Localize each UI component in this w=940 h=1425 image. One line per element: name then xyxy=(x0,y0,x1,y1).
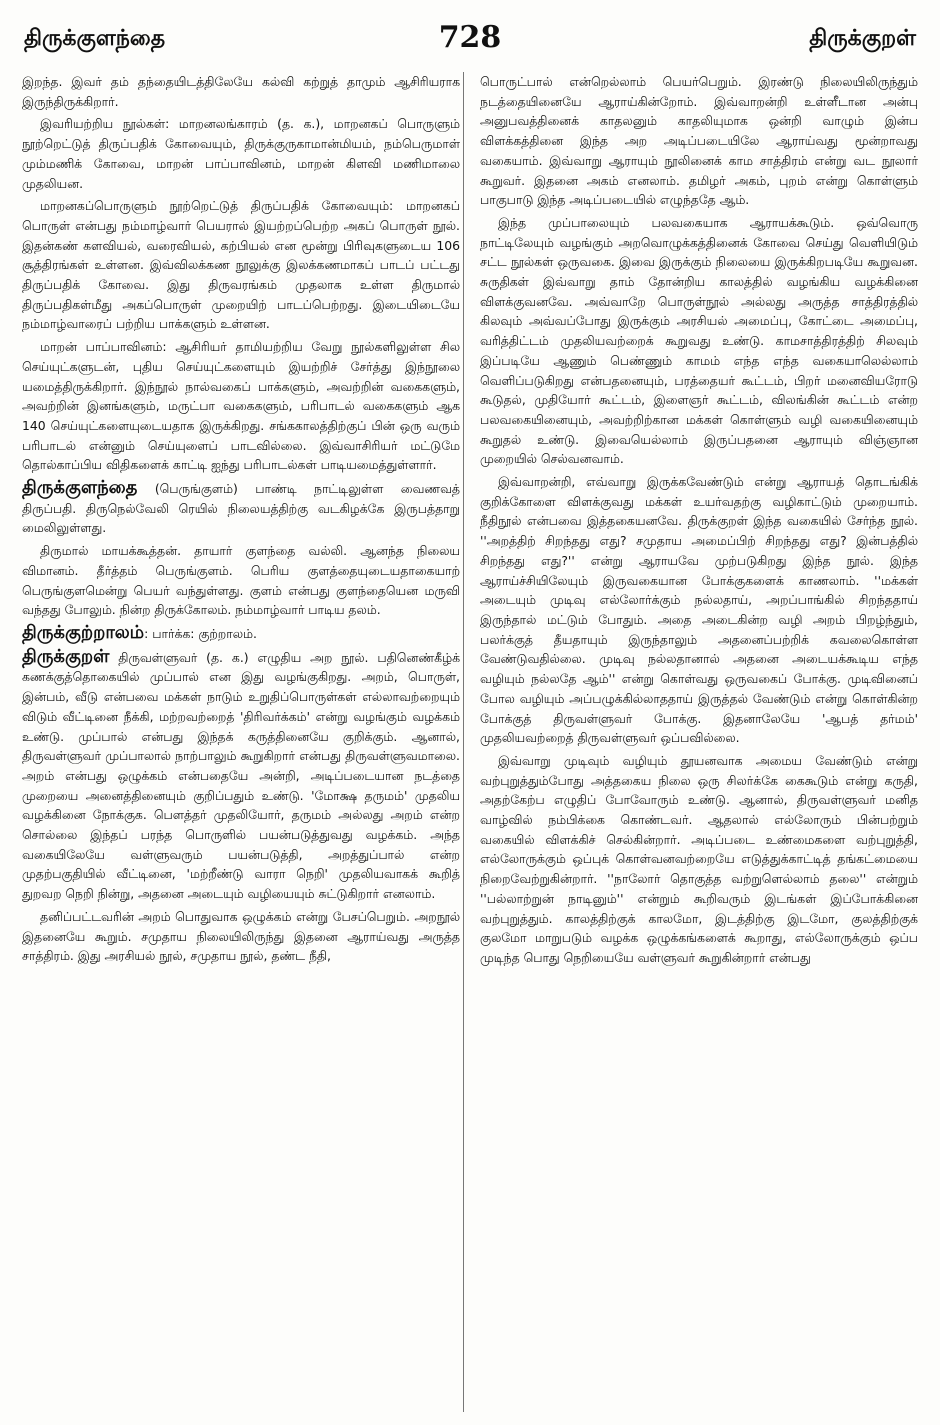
paragraph: பொருட்பால் என்றெல்லாம் பெயர்பெறும். இரண்டு நிலையிலிருந்தும் நடத்தையினையே ஆராய்கின்றோம். இவ்வாறன்றி உள்ளீடான அன்பு அனுபவத்தினைக் காதலனும் காதலியுமாக ஒன்றி வாழும் இன்ப விளக்கத்தினை இந்த அற அடிப்படையிலே ஆராய்வது மூன்றாவது வகையாம். இவ்வாறு ஆராயும் நூலினைக் காம சாத்திரம் என்று வட நூலார் கூறுவர். இதனை அகம் எனலாம். தமிழர் அகம், புறம் என்று கொள்ளும் பாகுபாடு இந்த அடிப்படையில் எழுந்ததே ஆம். xyxy=(480,74,918,208)
page-number: 728 xyxy=(438,20,502,55)
entry-text: : பார்க்க: குற்றாலம். xyxy=(144,625,257,641)
paragraph: தனிப்பட்டவரின் அறம் பொதுவாக ஒழுக்கம் என்று பேசப்பெறும். அறநூல் இதனையே கூறும். சமுதாய நிலையிலிருந்து இதனை ஆராய்வது அருத்த சாத்திரம். இது அரசியல் நூல், சமுதாய நூல், தண்ட நீதி, xyxy=(22,908,460,964)
right-column xyxy=(480,72,918,1412)
paragraph: இவ்வாறன்றி, எவ்வாறு இருக்கவேண்டும் என்று ஆராயத் தொடங்கிக் குறிக்கோளை விளக்குவது மக்கள் உயர்வதற்கு வழிகாட்டும் முறையாம். நீதிநூல் என்பவை இத்தகையனவே. திருக்குறள் இந்த வகையில் சேர்ந்த நூல். ''அறத்திற் சிறந்தது எது? சமுதாய அமைப்பிற் சிறந்தது எது? இன்பத்தில் சிறந்தது எது?'' என்று ஆராயவே முற்படுகிறது இந்த நூல். இந்த ஆராய்ச்சியிலேயும் இருவகையான போக்குகளைக் காணலாம். ''மக்கள் அடையும் முடிவு எல்லோர்க்கும் நல்லதாய், அறப்பாங்கில் சிறந்ததாய் இருந்தால் மட்டும் போதும். அதை அடைகின்ற வழி அறம் பிறழ்ந்தும், பலர்க்குத் தீயதாயும் இருந்தாலும் அதனைப்பற்றிக் கவலைகொள்ள வேண்டுவதில்லை. முடிவு நல்லதானால் அதனை அடையக்கூடிய எந்த வழியும் நல்லதே ஆம்'' என்று கொள்வது ஒருவகைப் போக்கு. முடிவினைப் போல வழியும் அப்பழுக்கில்லாததாய் இருத்தல் வேண்டும் என்று கொள்கின்ற போக்குத் திருவள்ளுவர் போக்கு. இதனாலேயே 'ஆபத் தர்மம்' முதலியவற்றைத் திருவள்ளுவர் ஒப்பவில்லை. xyxy=(480,474,918,746)
column-divider xyxy=(463,72,464,1412)
entry-text: திருவள்ளுவர் (த. க.) எழுதிய அற நூல். பதினெண்கீழ்க் கணக்குத்தொகையில் முப்பால் என இது வழங்குகிறது. அறம், பொருள், இன்பம், வீடு என்பவை மக்கள் நாடும் உறுதிப்பொருள்கள் எல்லாவற்றையும் விடும் வீட்டினை நீக்கி, மற்றவற்றைத் 'திரிவர்க்கம்' என்று வழங்கும் வழக்கம் உண்டு. முப்பால் என்பது இந்தக் கருத்தினையே குறிக்கும். ஆனால், திருவள்ளுவர் முப்பாலால் நாற்பாலும் கூறுகிறார் என்பது திருவள்ளுவமாலை. அறம் என்பது ஒழுக்கம் என்பதையே அன்றி, அடிப்படையான நடத்தை முறையை அனைத்தினையும் குறிப்பதும் உண்டு. 'மோக்ஷ தருமம்' முதலிய வழக்கினை நோக்குக. பௌத்தர் முதலியோர், தருமம் அல்லது அறம் என்ற சொல்லை இந்தப் பரந்த பொருளில் பயன்படுத்துவது வழக்கம். அந்த வகையிலேயே வள்ளுவரும் பயன்படுத்தி, அறத்துப்பால் என்ற முதற்பகுதியில் வீட்டினை, 'மற்றீண்டு வாரா நெறி' முதலியவாகக் கூறித் துறவற நெறி நின்று, அதனை அடையும் வழியையும் சுட்டுகிறார் எனலாம். xyxy=(22,649,460,902)
entry-thirukkulanthai xyxy=(22,478,460,538)
entry-text: (பெருங்குளம்) பாண்டி நாட்டிலுள்ள வைணவத் திருப்பதி. திருநெல்வேலி ரெயில் நிலையத்திற்கு வடகிழக்கே இருபத்தாறு மைலிலுள்ளது. xyxy=(22,481,460,536)
entry-thirukkural xyxy=(22,647,460,904)
paragraph: திருமால் மாயக்கூத்தன். தாயார் குளந்தை வல்லி. ஆனந்த நிலைய விமானம். தீர்த்தம் பெருங்குளம். பெரிய குளத்தையுடையதாகையாற் பெருங்குளமென்று பெயர் வந்துள்ளது. குளம் என்பது குளந்தையென மருவி வந்தது போலும். நின்ற திருக்கோலம். நம்மாழ்வார் பாடிய தலம். xyxy=(22,543,460,618)
header-left-word: திருக்குளந்தை xyxy=(24,26,166,51)
entry-heading: திருக்குற்றாலம் xyxy=(22,621,145,643)
entry-thirukkutralam xyxy=(22,623,460,644)
paragraph: இறந்த. இவர் தம் தந்தையிடத்திலேயே கல்வி கற்றுத் தாமும் ஆசிரியராக இருந்திருக்கிறார். xyxy=(22,74,460,109)
left-column xyxy=(22,72,460,1412)
entry-heading: திருக்குறள் xyxy=(22,645,110,667)
paragraph: மாறன் பாப்பாவினம்: ஆசிரியர் தாமியற்றிய வேறு நூல்களிலுள்ள சில செய்யுட்களுடன், புதிய செய்யுட்களையும் இயற்றிச் சேர்த்து இந்நூலை யமைத்திருக்கிறார். இந்நூல் நால்வகைப் பாக்களும், அவற்றின் வகைகளும், அவற்றின் இனங்களும், மருட்பா வகைகளும், பரிபாடல் வகைகளும் ஆக 140 செய்யுட்களையுடையதாக இருக்கிறது. சங்ககாலத்திற்குப் பின் ஒரு வரும் பரிபாடல் என்னும் செய்யுளைப் பாடவில்லை. இவ்வாசிரியர் மட்டுமே தொல்காப்பிய விதிகளைக் காட்டி ஐந்து பரிபாடல்கள் பாடியமைத்துள்ளார். xyxy=(22,339,460,473)
page-header xyxy=(24,20,916,58)
paragraph: இவரியற்றிய நூல்கள்: மாறனலங்காரம் (த. க.), மாறனகப் பொருளும் நூற்றெட்டுத் திருப்பதிக் கோவையும், திருக்குருகாமான்மியம், நம்பெருமாள் மும்மணிக் கோவை, மாறன் பாப்பாவினம், மாறன் கிளவி மணிமாலை முதலியன. xyxy=(22,116,460,191)
paragraph: இந்த முப்பாலையும் பலவகையாக ஆராயக்கூடும். ஒவ்வொரு நாட்டிலேயும் வழங்கும் அறவொழுக்கத்தினைக் கோவை செய்து வெளியிடும் சட்ட நூல்கள் ஒருவகை. இவை இருக்கும் நிலையை இருக்கிறபடியே கூறுவன. சுருதிகள் இவ்வாறு தாம் தோன்றிய காலத்தில் வழங்கிய வழக்கினை விளக்குவனவே. அவ்வாறே பொருள்நூல் அல்லது அருத்த சாத்திரத்தில் கிலவும் அவ்வப்போது இருக்கும் அரசியல் அமைப்பு, கோட்டை அமைப்பு, வரித்திட்டம் முதலியவற்றைக் கூறுவது உண்டு. காமசாத்திரத்திற் சிலவும் இப்படியே ஆணும் பெண்ணும் காமம் எந்த எந்த வகையாலெல்லாம் வெளிப்படுகிறது என்பதனையும், பரத்தையர் கூட்டம், பிறர் மனைவியரோடு கூடுதல், முதியோர் கூட்டம், இளைஞர் கூட்டம், விலங்கின் கூட்டம் என்ற பலவகையினையும், அவற்றிற்கான மக்கள் கொள்ளும் வழி வகையினையும் கூறுதல் உண்டு. இவையெல்லாம் இருப்பதனை ஆராயும் விஞ்ஞான முறையில் செல்வனவாம். xyxy=(480,214,918,467)
entry-heading: திருக்குளந்தை xyxy=(22,477,138,499)
paragraph: இவ்வாறு முடிவும் வழியும் தூயனவாக அமைய வேண்டும் என்று வற்புறுத்தும்போது அத்தகைய நிலை ஒரு சிலர்க்கே கைகூடும் என்று கருதி, அதற்கேற்ப எழுதிப் போவோரும் உண்டு. ஆனால், திருவள்ளுவர் மனித வாழ்வில் நம்பிக்கை கொண்டவர். ஆதலால் எல்லோரும் பின்பற்றும் வகையில் விளக்கிச் செல்கின்றார். அடிப்படை உண்மைகளை வற்புறுத்தி, எல்லோருக்கும் ஒப்புக் கொள்வனவற்றையே எடுத்துக்காட்டித் தங்கட்மையை நிறைவேற்றுகின்றார். ''நாலோர் தொகுத்த வற்றுளெல்லாம் தலை'' என்றும் ''பல்லாற்றுன் நாடினும்'' என்றும் கூறிவரும் இடங்கள் இப்போக்கினை வற்புறுத்தும். காலத்திற்குக் காலமோ, இடத்திற்கு இடமோ, குலத்திற்குக் குலமோ மாறுபடும் வழக்க ஒழுக்கங்களைக் கூறாது, எல்லோருக்கும் ஒப்ப முடிந்த பொது நெறியையே வள்ளுவர் கூறுகின்றார் என்பது xyxy=(480,752,918,965)
paragraph: மாறனகப்பொருளும் நூற்றெட்டுத் திருப்பதிக் கோவையும்: மாறனகப் பொருள் என்பது நம்மாழ்வார் பெயரால் இயற்றப்பெற்ற அகப் பொருள் நூல். இதன்கண் களவியல், வரைவியல், கற்பியல் என மூன்று பிரிவுகளுடைய 106 சூத்திரங்கள் உள்ளன. இவ்விலக்கண நூலுக்கு இலக்கணமாகப் பாடப் பட்டது திருப்பதிக் கோவை. இது திருவரங்கம் முதலாக உள்ள திருமால் திருப்பதிகள்மீது அகப்பொருள் முறையிற் பாடப்பெற்றது. இடையிடையே நம்மாழ்வாரைப் பற்றிய பாக்களும் உள்ளன. xyxy=(22,198,460,332)
header-right-word: திருக்குறள் xyxy=(809,26,916,51)
